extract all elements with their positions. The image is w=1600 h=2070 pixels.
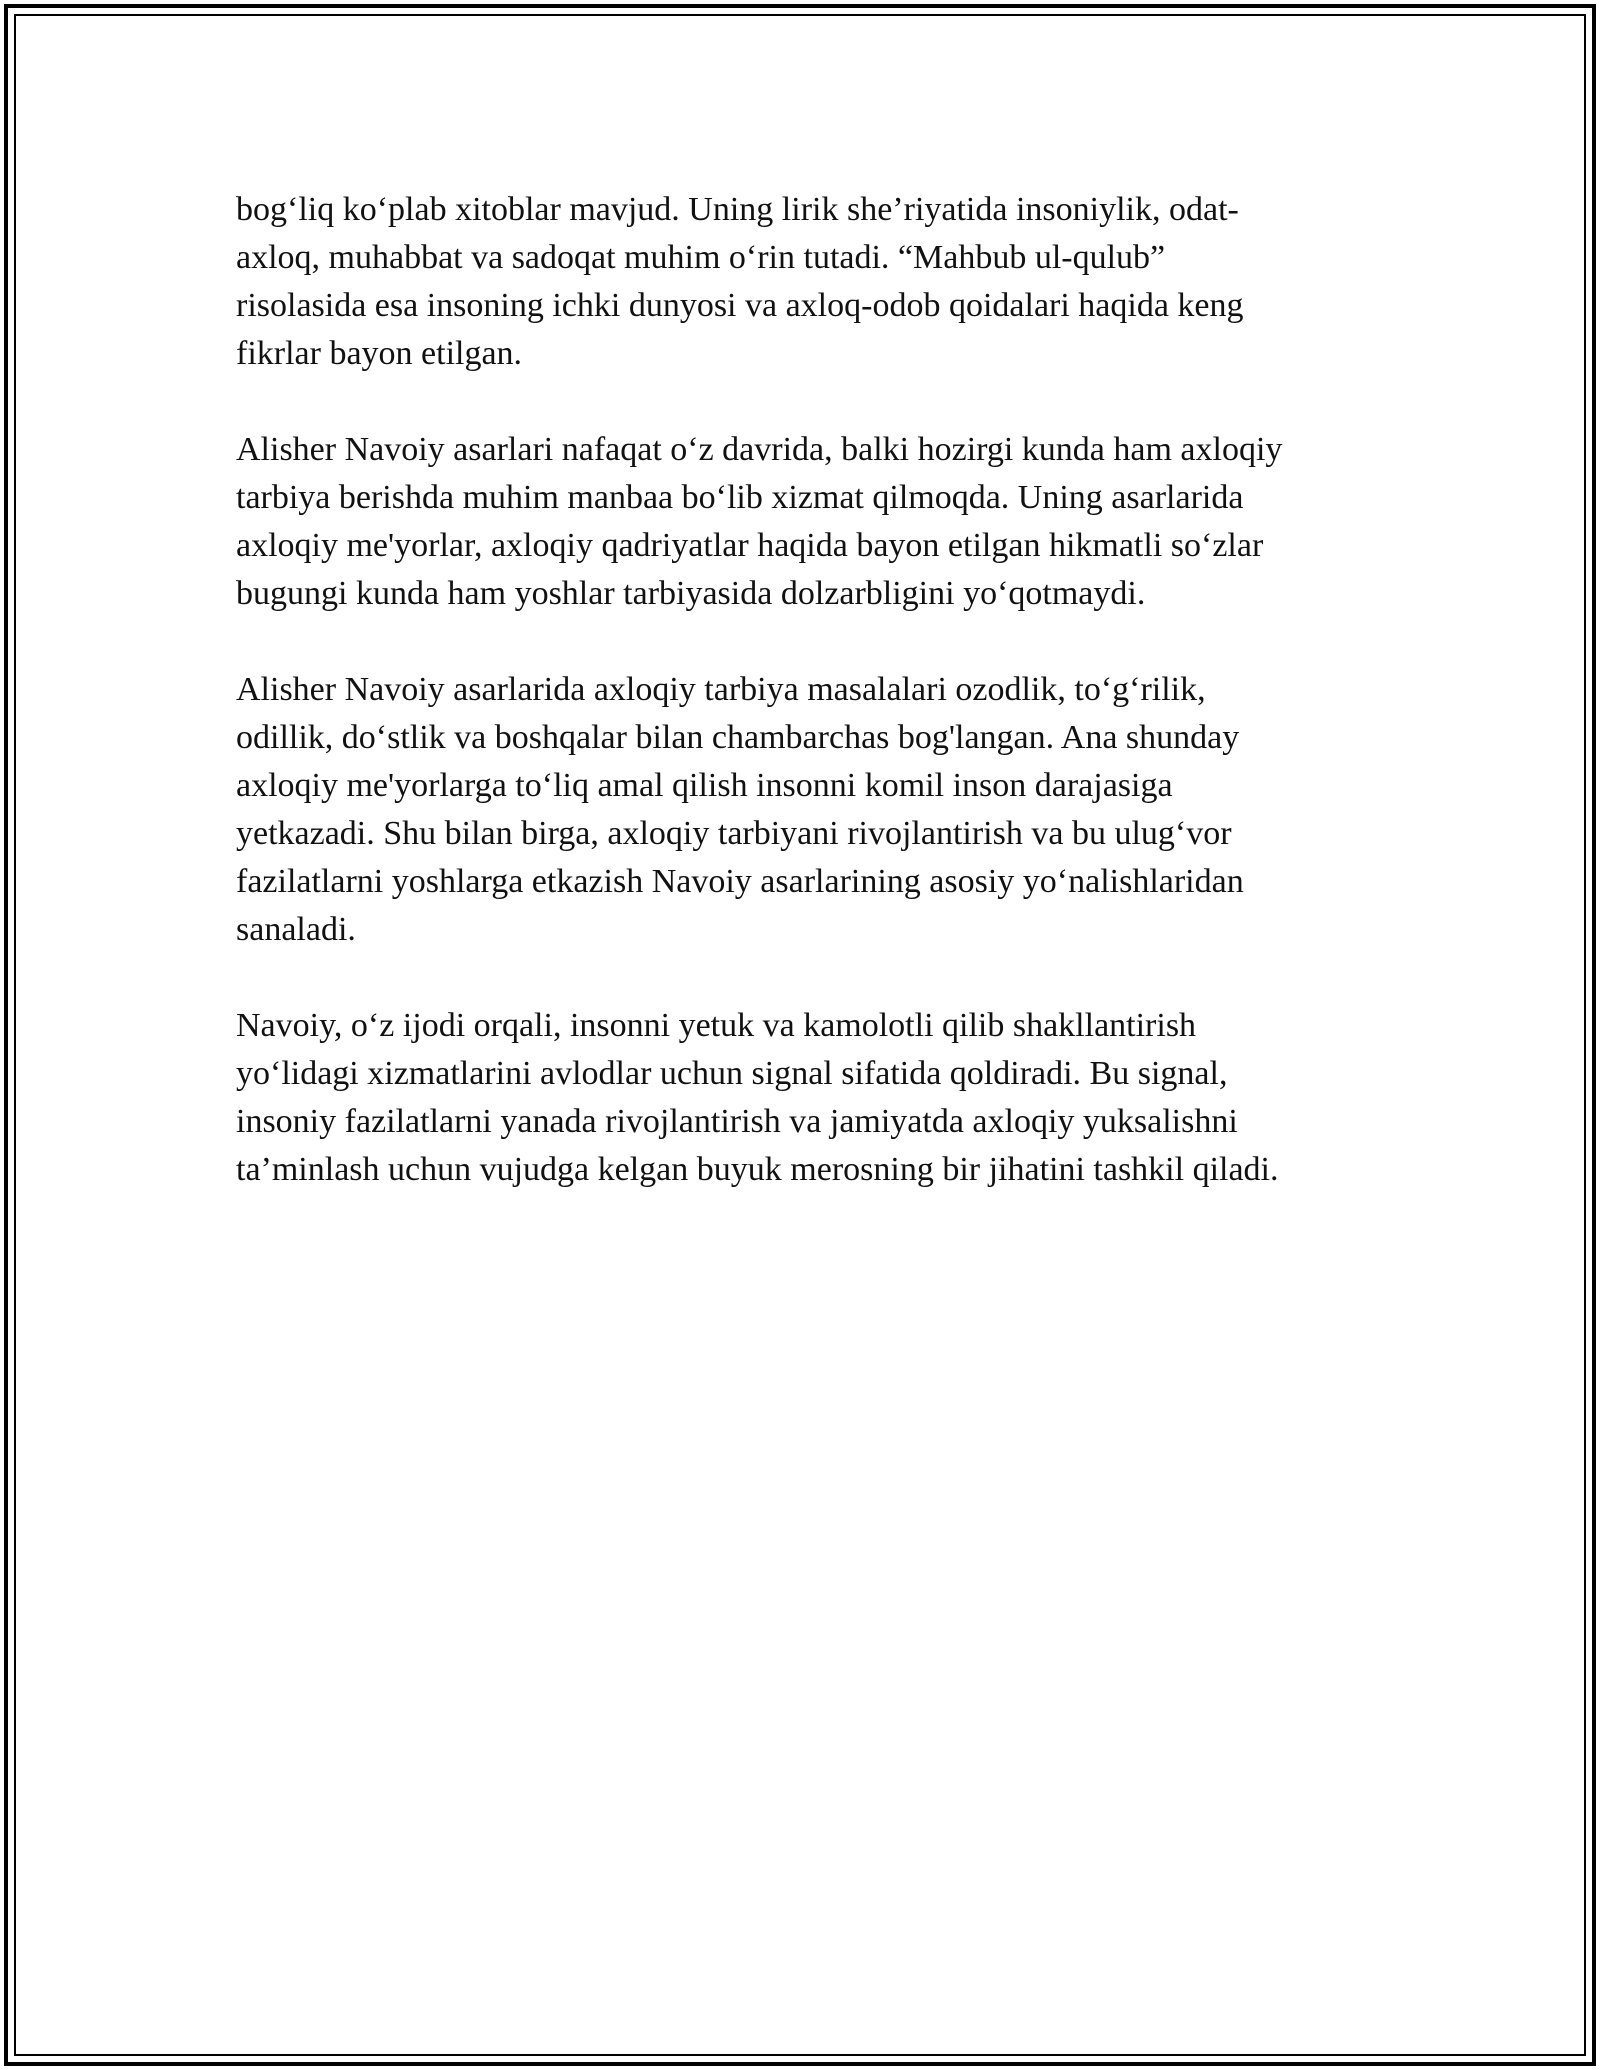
text-line: insoniy fazilatlarni yanada rivojlantirish va jamiyatda axloqiy yuksalishni (236, 1103, 1238, 1140)
text-line: yetkazadi. Shu bilan birga, axloqiy tarbiyani rivojlantirish va bu ulug‘vor (236, 815, 1232, 852)
text-line: fazilatlarni yoshlarga etkazish Navoiy asarlarining asosiy yo‘nalishlaridan (236, 863, 1244, 900)
paragraph-2 (236, 426, 1376, 618)
text-line: sanaladi. (236, 911, 356, 948)
text-line: ta’minlash uchun vujudga kelgan buyuk merosning bir jihatini tashkil qiladi. (236, 1151, 1279, 1188)
text-line: yo‘lidagi xizmatlarini avlodlar uchun signal sifatida qoldiradi. Bu signal, (236, 1055, 1228, 1092)
text-line: fikrlar bayon etilgan. (236, 335, 523, 372)
paragraph-4 (236, 1002, 1376, 1194)
text-line: bog‘liq ko‘plab xitoblar mavjud. Uning lirik she’riyatida insoniylik, odat- (236, 191, 1239, 228)
text-line: bugungi kunda ham yoshlar tarbiyasida dolzarbligini yo‘qotmaydi. (236, 575, 1146, 612)
paragraph-1 (236, 186, 1376, 378)
text-line: axloq, muhabbat va sadoqat muhim o‘rin tutadi. “Mahbub ul-qulub” (236, 239, 1166, 276)
text-line: axloqiy me'yorlar, axloqiy qadriyatlar haqida bayon etilgan hikmatli so‘zlar (236, 527, 1264, 564)
text-line: axloqiy me'yorlarga to‘liq amal qilish insonni komil inson darajasiga (236, 767, 1173, 804)
text-line: odillik, do‘stlik va boshqalar bilan chambarchas bog'langan. Ana shunday (236, 719, 1240, 756)
text-line: tarbiya berishda muhim manbaa bo‘lib xizmat qilmoqda. Uning asarlarida (236, 479, 1244, 516)
text-line: Alisher Navoiy asarlari nafaqat o‘z davrida, balki hozirgi kunda ham axloqiy (236, 431, 1283, 468)
paragraph-3 (236, 666, 1376, 954)
text-line: Navoiy, o‘z ijodi orqali, insonni yetuk va kamolotli qilib shakllantirish (236, 1007, 1197, 1044)
text-line: risolasida esa insoning ichki dunyosi va axloq-odob qoidalari haqida keng (236, 287, 1244, 324)
document-body (236, 186, 1376, 1242)
text-line: Alisher Navoiy asarlarida axloqiy tarbiya masalalari ozodlik, to‘g‘rilik, (236, 671, 1206, 708)
